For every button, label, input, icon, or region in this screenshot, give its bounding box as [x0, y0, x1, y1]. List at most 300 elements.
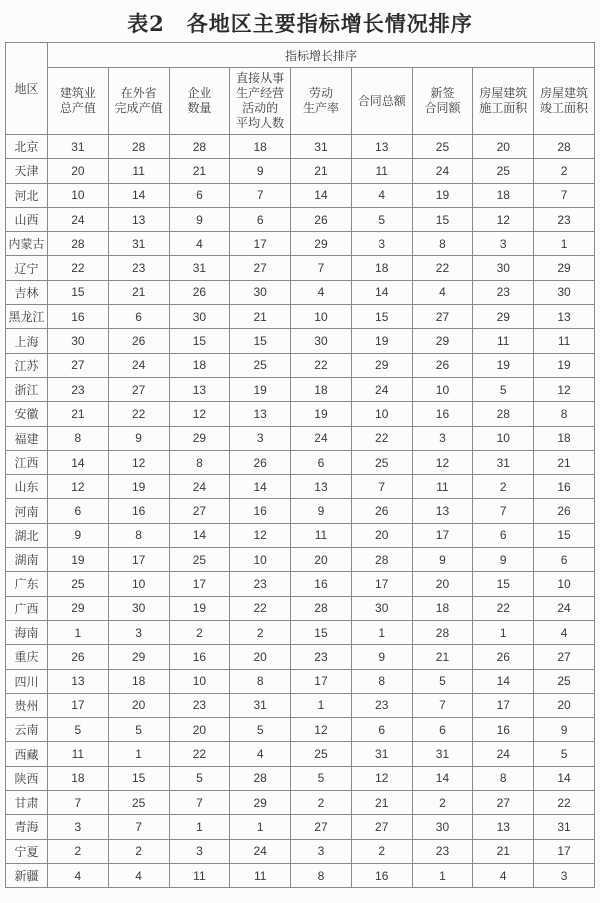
rank-cell: 5: [412, 669, 473, 693]
rank-cell: 6: [534, 548, 595, 572]
rank-cell: 25: [291, 742, 352, 766]
rank-cell: 8: [291, 863, 352, 887]
rank-cell: 4: [473, 863, 534, 887]
rank-cell: 12: [230, 523, 291, 547]
rank-cell: 30: [108, 596, 169, 620]
rank-cell: 14: [351, 280, 412, 304]
table-row: [6, 645, 595, 669]
table-row: [6, 232, 595, 256]
rank-cell: 16: [108, 499, 169, 523]
rank-cell: 1: [291, 693, 352, 717]
rank-cell: 27: [169, 499, 230, 523]
rank-cell: 10: [534, 572, 595, 596]
rank-cell: 1: [473, 620, 534, 644]
rank-cell: 24: [412, 159, 473, 183]
rank-cell: 18: [351, 256, 412, 280]
rank-cell: 13: [351, 135, 412, 159]
rank-cell: 9: [108, 426, 169, 450]
rank-cell: 25: [351, 450, 412, 474]
rank-cell: 17: [412, 523, 473, 547]
rank-cell: 11: [473, 329, 534, 353]
rank-cell: 21: [48, 402, 109, 426]
rank-cell: 31: [48, 135, 109, 159]
column-header-3: [169, 68, 230, 135]
rank-cell: 6: [351, 718, 412, 742]
region-cell: 内蒙古: [6, 232, 48, 256]
rank-cell: 3: [534, 863, 595, 887]
rank-cell: 13: [534, 305, 595, 329]
rank-cell: 10: [351, 402, 412, 426]
rank-cell: 6: [291, 450, 352, 474]
rank-cell: 29: [412, 329, 473, 353]
rank-cell: 26: [230, 450, 291, 474]
rank-cell: 7: [351, 475, 412, 499]
rank-cell: 7: [48, 791, 109, 815]
rank-cell: 22: [351, 426, 412, 450]
rank-cell: 29: [108, 645, 169, 669]
column-header-7: [412, 68, 473, 135]
table-row: [6, 718, 595, 742]
rank-cell: 29: [230, 791, 291, 815]
rank-cell: 13: [169, 377, 230, 401]
table-row: [6, 742, 595, 766]
rank-cell: 21: [108, 280, 169, 304]
region-cell: 黑龙江: [6, 305, 48, 329]
rank-cell: 2: [291, 791, 352, 815]
rank-cell: 12: [534, 377, 595, 401]
rank-cell: 20: [169, 718, 230, 742]
rank-cell: 27: [412, 305, 473, 329]
rank-cell: 1: [108, 742, 169, 766]
rank-cell: 14: [534, 766, 595, 790]
rank-cell: 14: [169, 523, 230, 547]
region-cell: 云南: [6, 718, 48, 742]
region-cell: 山西: [6, 207, 48, 231]
rank-cell: 11: [48, 742, 109, 766]
rank-cell: 18: [534, 426, 595, 450]
region-cell: 北京: [6, 135, 48, 159]
rank-cell: 23: [48, 377, 109, 401]
rank-cell: 24: [169, 475, 230, 499]
rank-cell: 8: [169, 450, 230, 474]
rank-cell: 13: [473, 815, 534, 839]
rank-cell: 13: [291, 475, 352, 499]
rank-cell: 24: [108, 353, 169, 377]
rank-cell: 20: [108, 693, 169, 717]
rank-cell: 21: [534, 450, 595, 474]
column-header-line: 生产经营: [236, 86, 285, 100]
rank-cell: 26: [412, 353, 473, 377]
rank-cell: 1: [169, 815, 230, 839]
rank-cell: 28: [534, 135, 595, 159]
column-header-line: 房屋建筑: [479, 86, 528, 100]
region-cell: 西藏: [6, 742, 48, 766]
column-header-line: 完成产值: [114, 101, 163, 115]
rank-cell: 4: [48, 863, 109, 887]
rank-cell: 12: [473, 207, 534, 231]
rank-cell: 31: [412, 742, 473, 766]
rank-cell: 19: [108, 475, 169, 499]
region-cell: 甘肃: [6, 791, 48, 815]
rank-cell: 18: [169, 353, 230, 377]
rank-cell: 25: [48, 572, 109, 596]
column-header-row: [6, 68, 595, 135]
rank-cell: 30: [473, 256, 534, 280]
table-row: [6, 791, 595, 815]
region-cell: 吉林: [6, 280, 48, 304]
rank-cell: 31: [473, 450, 534, 474]
rank-cell: 8: [48, 426, 109, 450]
rank-cell: 1: [230, 815, 291, 839]
rank-cell: 20: [48, 159, 109, 183]
column-header-line: 合同总额: [357, 93, 406, 108]
rank-cell: 15: [534, 523, 595, 547]
region-column-header: 地区: [6, 43, 48, 135]
rank-cell: 8: [108, 523, 169, 547]
region-cell: 安徽: [6, 402, 48, 426]
rank-cell: 4: [412, 280, 473, 304]
rank-cell: 9: [48, 523, 109, 547]
rank-cell: 27: [48, 353, 109, 377]
table-row: [6, 523, 595, 547]
table-header: [6, 43, 595, 135]
rank-cell: 5: [473, 377, 534, 401]
rank-cell: 27: [291, 815, 352, 839]
rank-cell: 11: [230, 863, 291, 887]
column-header-line: 平均人数: [236, 116, 285, 130]
region-cell: 广西: [6, 596, 48, 620]
column-header-line: 劳动: [308, 86, 333, 100]
rank-cell: 5: [534, 742, 595, 766]
rank-cell: 3: [48, 815, 109, 839]
rank-cell: 10: [108, 572, 169, 596]
rank-cell: 26: [291, 207, 352, 231]
rank-cell: 3: [473, 232, 534, 256]
rank-cell: 28: [108, 135, 169, 159]
rank-cell: 17: [108, 548, 169, 572]
rank-cell: 6: [473, 523, 534, 547]
rank-cell: 23: [412, 839, 473, 863]
region-cell: 陕西: [6, 766, 48, 790]
rank-cell: 21: [291, 159, 352, 183]
rank-cell: 8: [412, 232, 473, 256]
rank-cell: 1: [534, 232, 595, 256]
rank-cell: 16: [351, 863, 412, 887]
rank-cell: 15: [48, 280, 109, 304]
rank-cell: 30: [534, 280, 595, 304]
rank-cell: 15: [291, 620, 352, 644]
region-cell: 青海: [6, 815, 48, 839]
rank-cell: 2: [351, 839, 412, 863]
rank-cell: 9: [351, 645, 412, 669]
rank-cell: 18: [230, 135, 291, 159]
rank-cell: 12: [351, 766, 412, 790]
rank-cell: 2: [534, 159, 595, 183]
table-row: [6, 693, 595, 717]
rank-cell: 13: [412, 499, 473, 523]
region-cell: 湖北: [6, 523, 48, 547]
rank-cell: 24: [473, 742, 534, 766]
column-header-4: [230, 68, 291, 135]
rank-cell: 11: [169, 863, 230, 887]
rank-cell: 29: [48, 596, 109, 620]
rank-cell: 21: [351, 791, 412, 815]
rank-cell: 25: [230, 353, 291, 377]
rank-cell: 10: [230, 548, 291, 572]
rank-cell: 18: [412, 596, 473, 620]
column-header-6: [351, 68, 412, 135]
rank-cell: 30: [351, 596, 412, 620]
rank-cell: 10: [169, 669, 230, 693]
rank-cell: 9: [534, 718, 595, 742]
table-row: [6, 620, 595, 644]
region-cell: 天津: [6, 159, 48, 183]
rank-cell: 19: [473, 353, 534, 377]
rank-cell: 10: [473, 426, 534, 450]
rank-cell: 25: [412, 135, 473, 159]
rank-cell: 6: [230, 207, 291, 231]
rank-cell: 3: [291, 839, 352, 863]
region-cell: 山东: [6, 475, 48, 499]
table-body: [6, 135, 595, 888]
rank-cell: 19: [48, 548, 109, 572]
rank-cell: 7: [473, 499, 534, 523]
rank-cell: 20: [351, 523, 412, 547]
rank-cell: 22: [108, 402, 169, 426]
rank-cell: 17: [351, 572, 412, 596]
rank-cell: 15: [230, 329, 291, 353]
rank-cell: 22: [48, 256, 109, 280]
rank-cell: 16: [48, 305, 109, 329]
table-row: [6, 305, 595, 329]
column-header-1: [48, 68, 109, 135]
rank-cell: 28: [291, 596, 352, 620]
rank-cell: 21: [169, 159, 230, 183]
rank-cell: 6: [169, 183, 230, 207]
rank-cell: 5: [48, 718, 109, 742]
region-cell: 重庆: [6, 645, 48, 669]
rank-cell: 7: [534, 183, 595, 207]
region-cell: 湖南: [6, 548, 48, 572]
table-row: [6, 159, 595, 183]
rank-cell: 31: [108, 232, 169, 256]
rank-cell: 14: [108, 183, 169, 207]
rank-cell: 14: [473, 669, 534, 693]
rank-cell: 26: [351, 499, 412, 523]
rank-cell: 27: [351, 815, 412, 839]
column-header-line: 在外省: [120, 86, 157, 100]
rank-cell: 4: [230, 742, 291, 766]
rank-cell: 30: [291, 329, 352, 353]
column-header-line: 总产值: [59, 101, 96, 115]
rank-cell: 2: [48, 839, 109, 863]
rank-cell: 28: [48, 232, 109, 256]
rank-cell: 3: [230, 426, 291, 450]
table-row: [6, 135, 595, 159]
rank-cell: 18: [473, 183, 534, 207]
rank-cell: 5: [230, 718, 291, 742]
rank-cell: 8: [230, 669, 291, 693]
rank-cell: 23: [230, 572, 291, 596]
rank-cell: 23: [169, 693, 230, 717]
region-cell: 宁夏: [6, 839, 48, 863]
rank-cell: 12: [108, 450, 169, 474]
rank-cell: 29: [351, 353, 412, 377]
rank-cell: 30: [169, 305, 230, 329]
table-row: [6, 863, 595, 887]
rank-cell: 23: [473, 280, 534, 304]
rank-cell: 18: [108, 669, 169, 693]
rank-cell: 19: [412, 183, 473, 207]
rank-cell: 23: [351, 693, 412, 717]
rank-cell: 29: [473, 305, 534, 329]
region-cell: 福建: [6, 426, 48, 450]
rank-cell: 11: [108, 159, 169, 183]
rank-cell: 27: [108, 377, 169, 401]
rank-cell: 17: [473, 693, 534, 717]
rank-cell: 20: [534, 693, 595, 717]
table-row: [6, 766, 595, 790]
rank-cell: 22: [412, 256, 473, 280]
rank-cell: 23: [534, 207, 595, 231]
rank-cell: 20: [291, 548, 352, 572]
rank-cell: 8: [473, 766, 534, 790]
rank-cell: 5: [291, 766, 352, 790]
rank-cell: 14: [230, 475, 291, 499]
rank-cell: 31: [291, 135, 352, 159]
rank-cell: 9: [412, 548, 473, 572]
rank-cell: 10: [291, 305, 352, 329]
rank-cell: 28: [351, 548, 412, 572]
column-header-line: 竣工面积: [540, 101, 589, 115]
rank-cell: 14: [291, 183, 352, 207]
rank-cell: 26: [534, 499, 595, 523]
rank-cell: 23: [108, 256, 169, 280]
region-cell: 贵州: [6, 693, 48, 717]
rank-cell: 2: [412, 791, 473, 815]
rank-cell: 5: [351, 207, 412, 231]
rank-cell: 16: [291, 572, 352, 596]
column-header-line: 合同额: [424, 101, 461, 115]
rank-cell: 27: [473, 791, 534, 815]
rank-cell: 28: [473, 402, 534, 426]
rank-cell: 22: [291, 353, 352, 377]
rank-cell: 24: [291, 426, 352, 450]
rank-cell: 24: [48, 207, 109, 231]
rank-cell: 26: [169, 280, 230, 304]
rank-cell: 31: [534, 815, 595, 839]
rank-cell: 5: [108, 718, 169, 742]
rank-cell: 2: [169, 620, 230, 644]
region-cell: 河南: [6, 499, 48, 523]
rank-cell: 8: [534, 402, 595, 426]
rank-cell: 29: [169, 426, 230, 450]
rank-cell: 9: [169, 207, 230, 231]
rank-cell: 21: [230, 305, 291, 329]
rank-cell: 11: [291, 523, 352, 547]
table-row: [6, 815, 595, 839]
region-cell: 江苏: [6, 353, 48, 377]
rank-cell: 24: [351, 377, 412, 401]
rank-cell: 6: [108, 305, 169, 329]
rank-cell: 9: [291, 499, 352, 523]
column-header-line: 生产率: [302, 101, 339, 115]
rank-cell: 9: [230, 159, 291, 183]
rank-cell: 12: [169, 402, 230, 426]
rank-cell: 18: [48, 766, 109, 790]
rank-cell: 15: [473, 572, 534, 596]
region-indicator-ranking-table: [5, 42, 595, 888]
column-header-line: 新签: [430, 86, 455, 100]
rank-cell: 15: [108, 766, 169, 790]
rank-cell: 7: [230, 183, 291, 207]
rank-cell: 17: [534, 839, 595, 863]
rank-cell: 11: [534, 329, 595, 353]
rank-cell: 3: [108, 620, 169, 644]
rank-cell: 19: [169, 596, 230, 620]
region-cell: 新疆: [6, 863, 48, 887]
table-row: [6, 596, 595, 620]
table-row: [6, 426, 595, 450]
region-cell: 广东: [6, 572, 48, 596]
rank-cell: 4: [351, 183, 412, 207]
rank-cell: 20: [412, 572, 473, 596]
rank-cell: 9: [473, 548, 534, 572]
column-header-line: 施工面积: [479, 101, 528, 115]
rank-cell: 13: [230, 402, 291, 426]
column-header-5: [291, 68, 352, 135]
column-header-8: [473, 68, 534, 135]
rank-cell: 16: [169, 645, 230, 669]
rank-cell: 2: [473, 475, 534, 499]
rank-cell: 19: [534, 353, 595, 377]
rank-cell: 16: [473, 718, 534, 742]
rank-cell: 11: [351, 159, 412, 183]
rank-cell: 4: [169, 232, 230, 256]
table-row: [6, 450, 595, 474]
rank-cell: 14: [48, 450, 109, 474]
rank-cell: 17: [291, 669, 352, 693]
group-header-row: [6, 43, 595, 68]
table-row: [6, 669, 595, 693]
region-cell: 四川: [6, 669, 48, 693]
rank-cell: 26: [108, 329, 169, 353]
rank-cell: 15: [351, 305, 412, 329]
rank-cell: 6: [48, 499, 109, 523]
table-row: [6, 499, 595, 523]
rank-cell: 19: [230, 377, 291, 401]
rank-cell: 27: [230, 256, 291, 280]
rank-cell: 7: [291, 256, 352, 280]
rank-cell: 25: [534, 669, 595, 693]
table-row: [6, 572, 595, 596]
rank-cell: 16: [412, 402, 473, 426]
rank-cell: 17: [48, 693, 109, 717]
rank-cell: 31: [169, 256, 230, 280]
rank-cell: 28: [169, 135, 230, 159]
table-row: [6, 183, 595, 207]
rank-cell: 16: [534, 475, 595, 499]
rank-cell: 29: [291, 232, 352, 256]
rank-cell: 2: [230, 620, 291, 644]
rank-cell: 3: [412, 426, 473, 450]
region-cell: 上海: [6, 329, 48, 353]
rank-cell: 26: [48, 645, 109, 669]
region-cell: 河北: [6, 183, 48, 207]
page-title: 表2 各地区主要指标增长情况排序: [127, 11, 473, 36]
rank-cell: 20: [473, 135, 534, 159]
table-row: [6, 207, 595, 231]
